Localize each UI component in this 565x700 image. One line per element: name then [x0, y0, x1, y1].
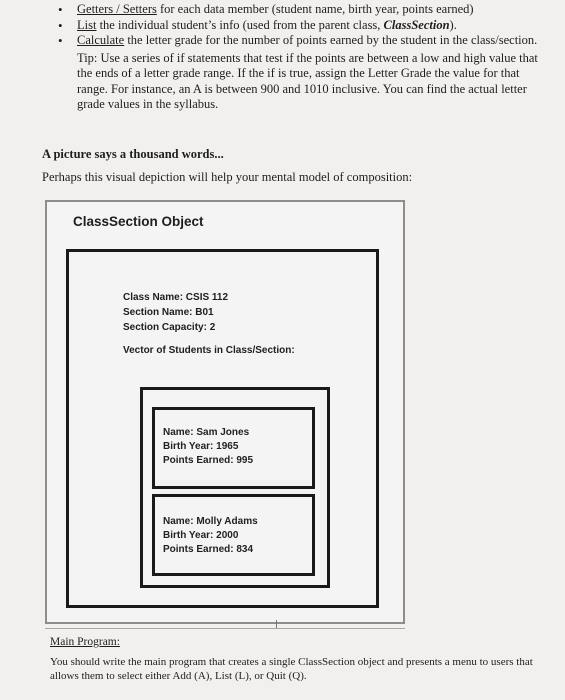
student-points: Points Earned: 834 [163, 544, 254, 555]
class-info [123, 290, 228, 335]
diagram-title: ClassSection Object [73, 214, 204, 229]
section-name: Section Name: B01 [123, 307, 214, 318]
student-box [152, 407, 315, 489]
tick-mark [276, 620, 277, 628]
vector-label: Vector of Students in Class/Section: [123, 345, 295, 356]
student-birth-year: Birth Year: 1965 [163, 441, 239, 452]
student-box [152, 494, 315, 576]
requirements-list [55, 2, 545, 113]
calculate-text: Calculate [77, 33, 125, 47]
list-item-calculate [55, 33, 545, 113]
list-item-list [55, 18, 545, 34]
bullet-icon: • [58, 17, 63, 33]
getters-setters-text: Getters / Setters [77, 2, 157, 16]
calculate-desc: the letter grade for the number of points earned by the student in the class/section. [124, 33, 538, 47]
student-info [163, 515, 258, 557]
section-capacity: Section Capacity: 2 [123, 322, 216, 333]
bullet-icon: • [58, 2, 63, 17]
list-text: List [77, 17, 97, 32]
section-heading: A picture says a thousand words... [42, 147, 224, 161]
bullet-icon: • [58, 33, 63, 48]
class-name: Class Name: CSIS 112 [123, 292, 229, 303]
student-points: Points Earned: 995 [163, 455, 254, 466]
student-name: Name: Sam Jones [163, 427, 250, 438]
main-program-text: You should write the main program that creates a single ClassSection object and presents a menu to users that allows them to select either Add (A), List (L), or Quit (Q). [50, 656, 533, 682]
divider [45, 628, 405, 629]
student-name: Name: Molly Adams [163, 516, 258, 527]
student-birth-year: Birth Year: 2000 [163, 530, 239, 541]
section-subtext: Perhaps this visual depiction will help your mental model of composition: [42, 170, 413, 184]
list-item-getters-setters [55, 2, 545, 18]
classsection-italic: ClassSection [383, 17, 450, 32]
student-info [163, 426, 253, 468]
main-program-heading: Main Program: [50, 636, 120, 648]
tip-paragraph: Tip: Use a series of if statements that test if the points are between a low and high value that the ends of a letter grade range. If the if is true, assign the Letter Grade the value for that range. For instance, an A is between 900 and 1010 inclusive. You can find the actual letter grade values in the syllabus. [77, 50, 538, 111]
list-desc-b: ). [449, 17, 457, 32]
getters-setters-desc: for each data member (student name, birth year, points earned) [156, 2, 474, 16]
list-desc-a: the individual student’s info (used from the parent class, [96, 17, 384, 32]
